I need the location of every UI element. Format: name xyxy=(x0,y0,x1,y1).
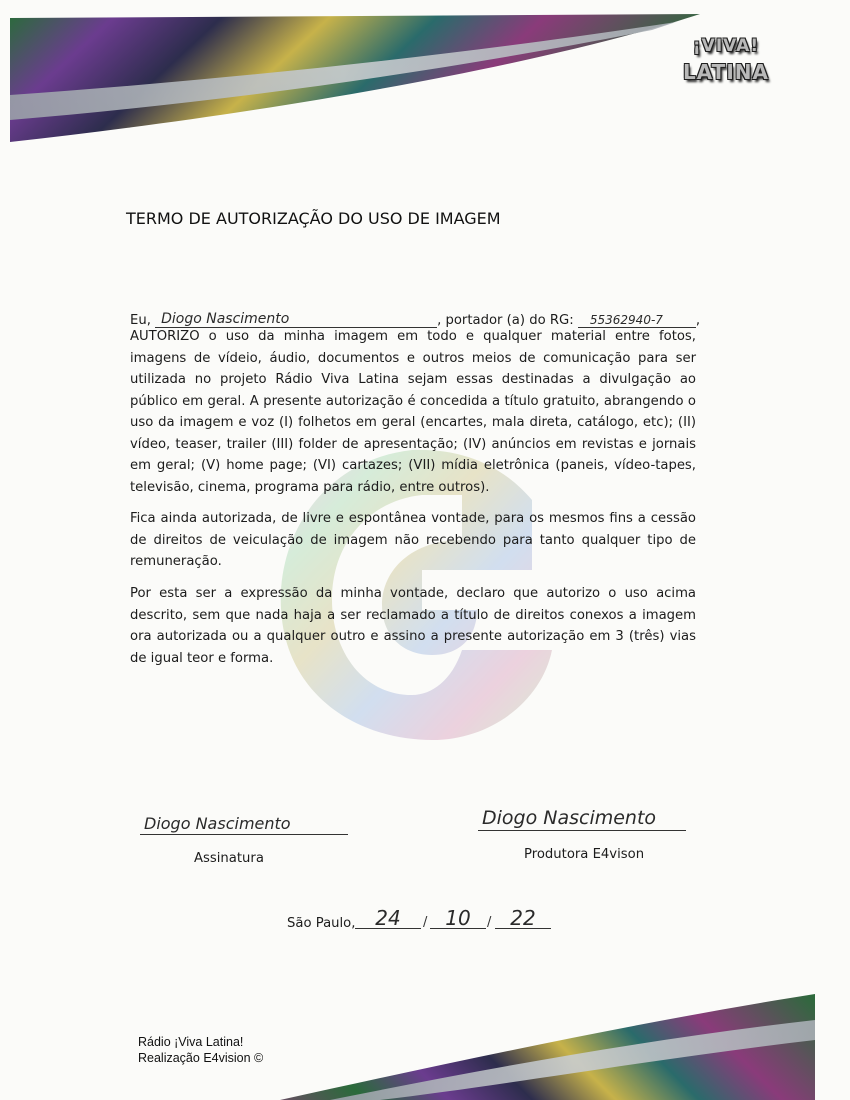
viva-latina-logo xyxy=(676,36,776,94)
right-signature-line xyxy=(478,790,686,831)
rg-comma: , xyxy=(695,313,701,328)
footer-line-2: Realização E4vision © xyxy=(138,1051,264,1065)
date-city-label: São Paulo, xyxy=(287,916,356,931)
right-signature-caption: Produtora E4vison xyxy=(524,847,645,862)
logo-line-2: LATINA xyxy=(683,60,769,84)
paragraph-authorization: AUTORIZO o uso da minha imagem em todo e qualquer material entre fotos, imagens de vídeio, áudio, documentos e outros meios de comunicação para ser utilizada no projeto Rádio Viva Latina sejam essas destinadas a divulgação ao público em geral. A presente autorização é concedida a título gratuito, abrangendo o uso da imagem e voz (I) folhetos em geral (encartes, mala direta, catálogo, etc); (II) vídeo, teaser, trailer (III) folder de apresentação; (IV) anúncios em revistas e jornais em geral; (V) home page; (VI) cartazes; (VII) mídia eletrônica (paneis, vídeo-tapes, televisão, cinema, programa para rádio, entre outros). xyxy=(130,329,696,495)
date-year: 22 xyxy=(510,906,536,930)
date-month-field xyxy=(430,906,486,929)
date-separator-1: / xyxy=(423,915,428,930)
footer-line-1: Rádio ¡Viva Latina! xyxy=(138,1035,244,1049)
footer-stripe-graphic xyxy=(0,990,850,1100)
right-signature: Diogo Nascimento xyxy=(482,807,657,829)
logo-line-1: ¡VIVA! xyxy=(692,36,760,56)
rg-label: , portador (a) do RG: xyxy=(437,313,574,328)
date-month: 10 xyxy=(445,906,471,930)
paragraph-cession: Fica ainda autorizada, de livre e espontânea vontade, para os mesmos fins a cessão de direitos de veiculação de imagem não recebendo para tanto qualquer tipo de remuneração. xyxy=(130,511,696,569)
name-handwritten: Diogo Nascimento xyxy=(161,311,290,327)
date-day-field xyxy=(355,906,421,929)
intro-eu-label: Eu, xyxy=(130,313,151,328)
left-signature-line xyxy=(140,800,348,835)
paragraph-declaration: Por esta ser a expressão da minha vontade, declaro que autorizo o uso acima descrito, sem que nada haja a ser reclamado a título de direitos conexos a imagem ora autorizada ou a qualquer outro e assino a presente autorização em 3 (três) vias de igual teor e forma. xyxy=(130,586,696,666)
rg-handwritten: 55362940-7 xyxy=(589,313,663,327)
left-signature-caption: Assinatura xyxy=(194,851,264,866)
document-title: TERMO DE AUTORIZAÇÃO DO USO DE IMAGEM xyxy=(126,209,501,228)
left-signature: Diogo Nascimento xyxy=(144,814,291,833)
date-day: 24 xyxy=(375,906,401,930)
date-separator-2: / xyxy=(487,915,492,930)
date-year-field xyxy=(495,906,551,929)
